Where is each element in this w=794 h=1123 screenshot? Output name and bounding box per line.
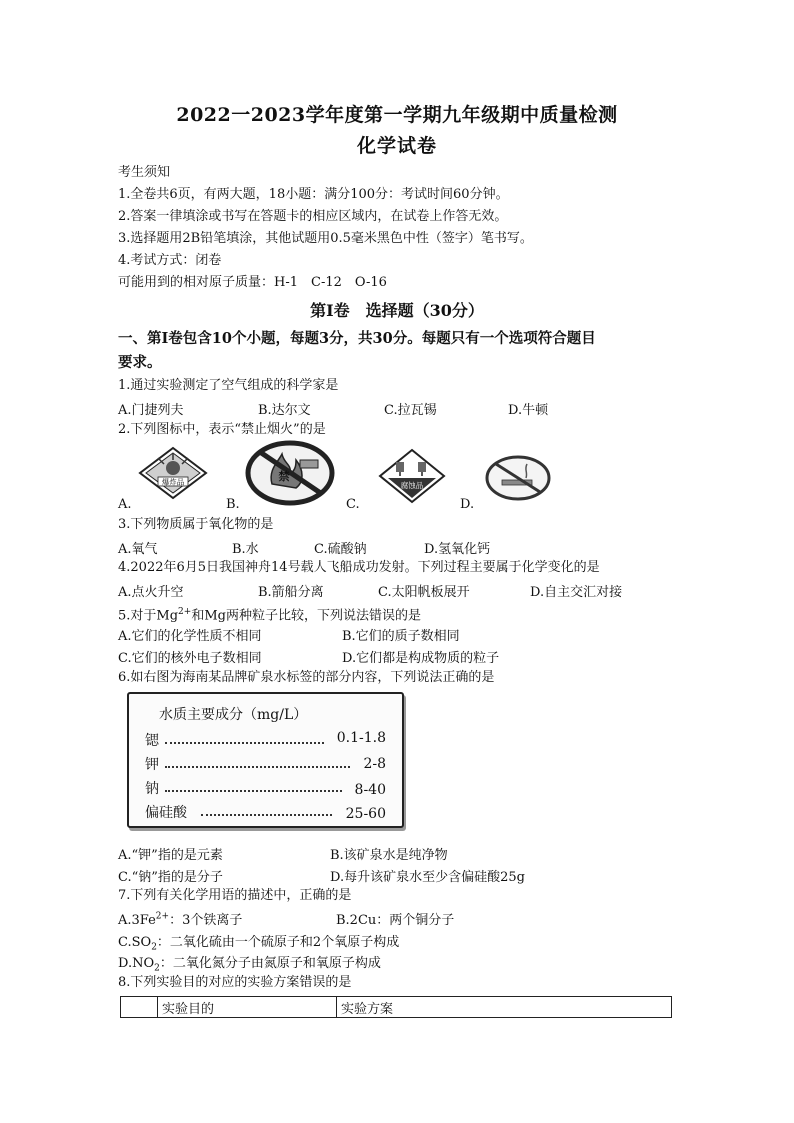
- table-header-cell: 实验方案: [337, 997, 672, 1018]
- section-title: 第I卷 选择题（30分）: [310, 301, 484, 320]
- label-row-value: 25-60: [345, 806, 386, 822]
- question-8-stem: 8.下列实验目的对应的实验方案错误的是: [118, 975, 352, 990]
- exam-title: 2022一2023学年度第一学期九年级期中质量检测: [176, 104, 618, 126]
- explosive-sign-label: 爆炸品: [161, 477, 185, 487]
- table-header-cell: 实验目的: [158, 997, 337, 1018]
- question-6-option-c[interactable]: C.“钠”指的是分子: [118, 870, 223, 885]
- atomic-masses: 可能用到的相对原子质量：H-1 C-12 O-16: [118, 275, 387, 290]
- label-row-value: 0.1-1.8: [336, 730, 386, 746]
- question-2-option-a[interactable]: A.: [118, 497, 132, 512]
- question-6-option-d[interactable]: D.每升该矿泉水至少含偏硅酸25g: [330, 870, 525, 885]
- question-7-stem: 7.下列有关化学用语的描述中，正确的是: [118, 888, 352, 903]
- question-6-stem: 6.如右图为海南某品牌矿泉水标签的部分内容，下列说法正确的是: [118, 670, 495, 685]
- no-fire-sign-icon: [244, 440, 336, 506]
- question-1-option-b[interactable]: B.达尔文: [258, 403, 311, 418]
- label-row-name: 钠: [145, 781, 159, 797]
- question-1-option-a[interactable]: A.门捷列夫: [118, 403, 184, 418]
- question-1-option-d[interactable]: D.牛顿: [508, 403, 549, 418]
- question-5-option-c[interactable]: C.它们的核外电子数相同: [118, 651, 262, 666]
- experiment-table: [120, 996, 672, 1018]
- table-header-cell: [121, 997, 158, 1018]
- question-7-option-b[interactable]: B.2Cu：两个铜分子: [336, 913, 455, 928]
- label-heading: 水质主要成分（mg/L）: [159, 707, 308, 723]
- question-2-option-b[interactable]: B.: [226, 497, 240, 512]
- no-smoking-sign-icon: [484, 454, 552, 502]
- question-4-stem: 4.2022年6月5日我国神舟14号载人飞船成功发射。下列过程主要属于化学变化的是: [118, 560, 600, 575]
- question-3-option-b[interactable]: B.水: [232, 542, 259, 557]
- notice-item: 3.选择题用2B铅笔填涂，其他试题用0.5毫米黑色中性（签字）笔书写。: [118, 231, 533, 246]
- label-row-name: 偏硅酸: [145, 805, 187, 821]
- question-1-stem: 1.通过实验测定了空气组成的科学家是: [118, 378, 339, 393]
- no-fire-sign-label: 禁: [278, 470, 290, 483]
- question-7-option-d[interactable]: $D.NO_2$：二氧化氮分子由氮原子和氧原子构成: [118, 956, 381, 974]
- question-6-option-b[interactable]: B.该矿泉水是纯净物: [330, 848, 448, 863]
- section-instruction: 一、第I卷包含10个小题，每题3分，共30分。每题只有一个选项符合题目: [118, 330, 596, 347]
- question-3-option-a[interactable]: A.氧气: [118, 542, 158, 557]
- question-5-option-d[interactable]: D.它们都是构成物质的粒子: [342, 651, 500, 666]
- notice-item: 1.全卷共6页，有两大题，18小题：满分100分：考试时间60分钟。: [118, 187, 509, 202]
- question-4-option-c[interactable]: C.太阳帆板展开: [378, 585, 470, 600]
- label-row-name: 锶: [145, 733, 159, 749]
- question-5-option-b[interactable]: B.它们的质子数相同: [342, 629, 460, 644]
- label-row-value: 2-8: [363, 756, 386, 772]
- question-2-stem: 2.下列图标中，表示“禁止烟火”的是: [118, 422, 326, 437]
- label-row-name: 钾: [145, 757, 159, 773]
- question-3-option-c[interactable]: C.硫酸钠: [314, 542, 367, 557]
- corrosive-sign-label: 腐蚀品: [400, 481, 424, 490]
- question-4-option-a[interactable]: A.点火升空: [118, 585, 184, 600]
- question-4-option-d[interactable]: D.自主交汇对接: [530, 585, 623, 600]
- notice-item: 4.考试方式：闭卷: [118, 253, 222, 268]
- corrosive-sign-icon: [378, 448, 446, 504]
- question-3-stem: 3.下列物质属于氧化物的是: [118, 517, 274, 532]
- question-5-stem: 5.对于$Mg^{2+}$和Mg两种粒子比较，下列说法错误的是: [118, 607, 421, 624]
- mineral-water-label: [127, 692, 404, 828]
- section-instruction-cont: 要求。: [118, 354, 162, 371]
- question-3-option-d[interactable]: D.氢氧化钙: [424, 542, 491, 557]
- exam-subtitle: 化学试卷: [356, 135, 437, 157]
- question-2-option-d[interactable]: D.: [460, 497, 475, 512]
- question-2-option-c[interactable]: C.: [346, 497, 360, 512]
- question-1-option-c[interactable]: C.拉瓦锡: [384, 403, 437, 418]
- notice-item: 2.答案一律填涂或书写在答题卡的相应区域内，在试卷上作答无效。: [118, 209, 508, 224]
- question-7-option-c[interactable]: $C.SO_2$：二氧化硫由一个硫原子和2个氧原子构成: [118, 935, 400, 953]
- question-6-option-a[interactable]: A.“钾”指的是元素: [118, 848, 223, 863]
- question-7-option-a[interactable]: $A.3Fe^{2+}$：3个铁离子: [118, 911, 243, 928]
- table-row: [121, 997, 672, 1018]
- notice-heading: 考生须知: [118, 165, 171, 180]
- question-5-option-a[interactable]: A.它们的化学性质不相同: [118, 629, 262, 644]
- question-4-option-b[interactable]: B.箭船分离: [258, 585, 324, 600]
- explosive-sign-icon: [138, 446, 208, 500]
- label-row-value: 8-40: [354, 782, 386, 798]
